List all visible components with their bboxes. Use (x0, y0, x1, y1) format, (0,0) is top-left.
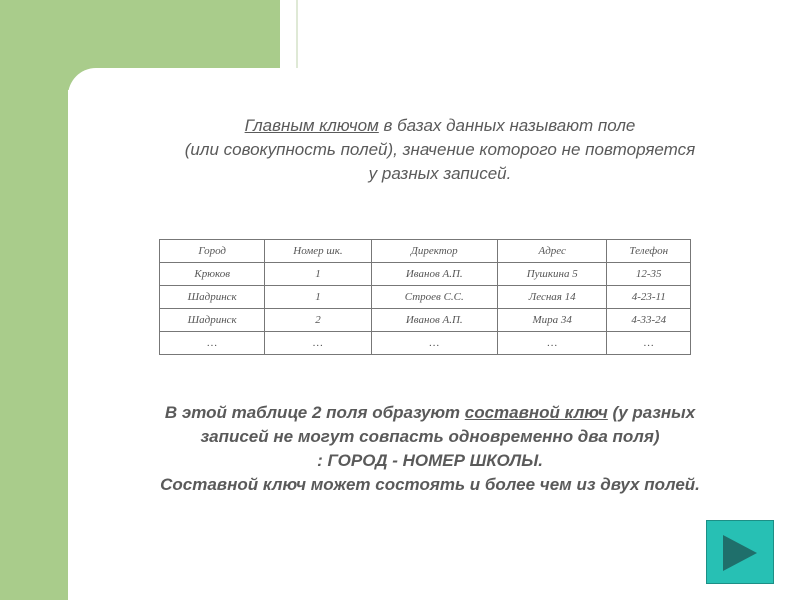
summary-line-4: Составной ключ может состоять и более чем из двух полей. (160, 475, 700, 494)
column-header: Телефон (607, 240, 691, 263)
background-frame-left (0, 0, 68, 600)
play-arrow-icon (723, 535, 757, 571)
table-cell: Лесная 14 (497, 286, 607, 309)
column-header: Директор (371, 240, 497, 263)
summary-line-1-suffix: (у разных (607, 403, 696, 422)
definition-term: Главным ключом (244, 116, 379, 135)
summary-line-2: записей не могут совпасть одновременно два поля) (200, 427, 660, 446)
definition-line-1-rest: в базах данных называют поле (378, 116, 636, 135)
definition-line-1 (140, 114, 740, 138)
schools-table (159, 239, 691, 355)
column-header: Номер шк. (265, 240, 371, 263)
table-cell: 2 (265, 309, 371, 332)
composite-key-term: составной ключ (464, 403, 608, 422)
table-cell: … (265, 332, 371, 355)
table-header-row (160, 240, 691, 263)
definition-text (140, 114, 740, 186)
table-cell: 4-33-24 (607, 309, 691, 332)
table-row (160, 309, 691, 332)
table-cell: Крюков (160, 263, 265, 286)
table-cell: Строев С.С. (371, 286, 497, 309)
summary-line-3: : ГОРОД - НОМЕР ШКОЛЫ. (317, 451, 543, 470)
composite-key-text (90, 401, 770, 497)
table-row (160, 332, 691, 355)
next-slide-button[interactable] (706, 520, 774, 584)
table-cell: … (160, 332, 265, 355)
table-row (160, 286, 691, 309)
table-cell: … (607, 332, 691, 355)
table-cell: … (371, 332, 497, 355)
table-cell: Иванов А.П. (371, 309, 497, 332)
table-cell: 1 (265, 286, 371, 309)
definition-line-2: (или совокупность полей), значение которого не повторяется (184, 140, 696, 159)
column-header: Город (160, 240, 265, 263)
table-cell: Иванов А.П. (371, 263, 497, 286)
column-header: Адрес (497, 240, 607, 263)
table-cell: Шадринск (160, 309, 265, 332)
table-row (160, 263, 691, 286)
summary-line-1 (90, 401, 770, 425)
summary-line-1-prefix: В этой таблице 2 поля образуют (164, 403, 465, 422)
definition-line-3: у разных записей. (368, 164, 512, 183)
table-cell: 1 (265, 263, 371, 286)
table-cell: 12-35 (607, 263, 691, 286)
table-cell: Шадринск (160, 286, 265, 309)
table-cell: Пушкина 5 (497, 263, 607, 286)
table-cell: Мира 34 (497, 309, 607, 332)
table-cell: … (497, 332, 607, 355)
table-cell: 4-23-11 (607, 286, 691, 309)
